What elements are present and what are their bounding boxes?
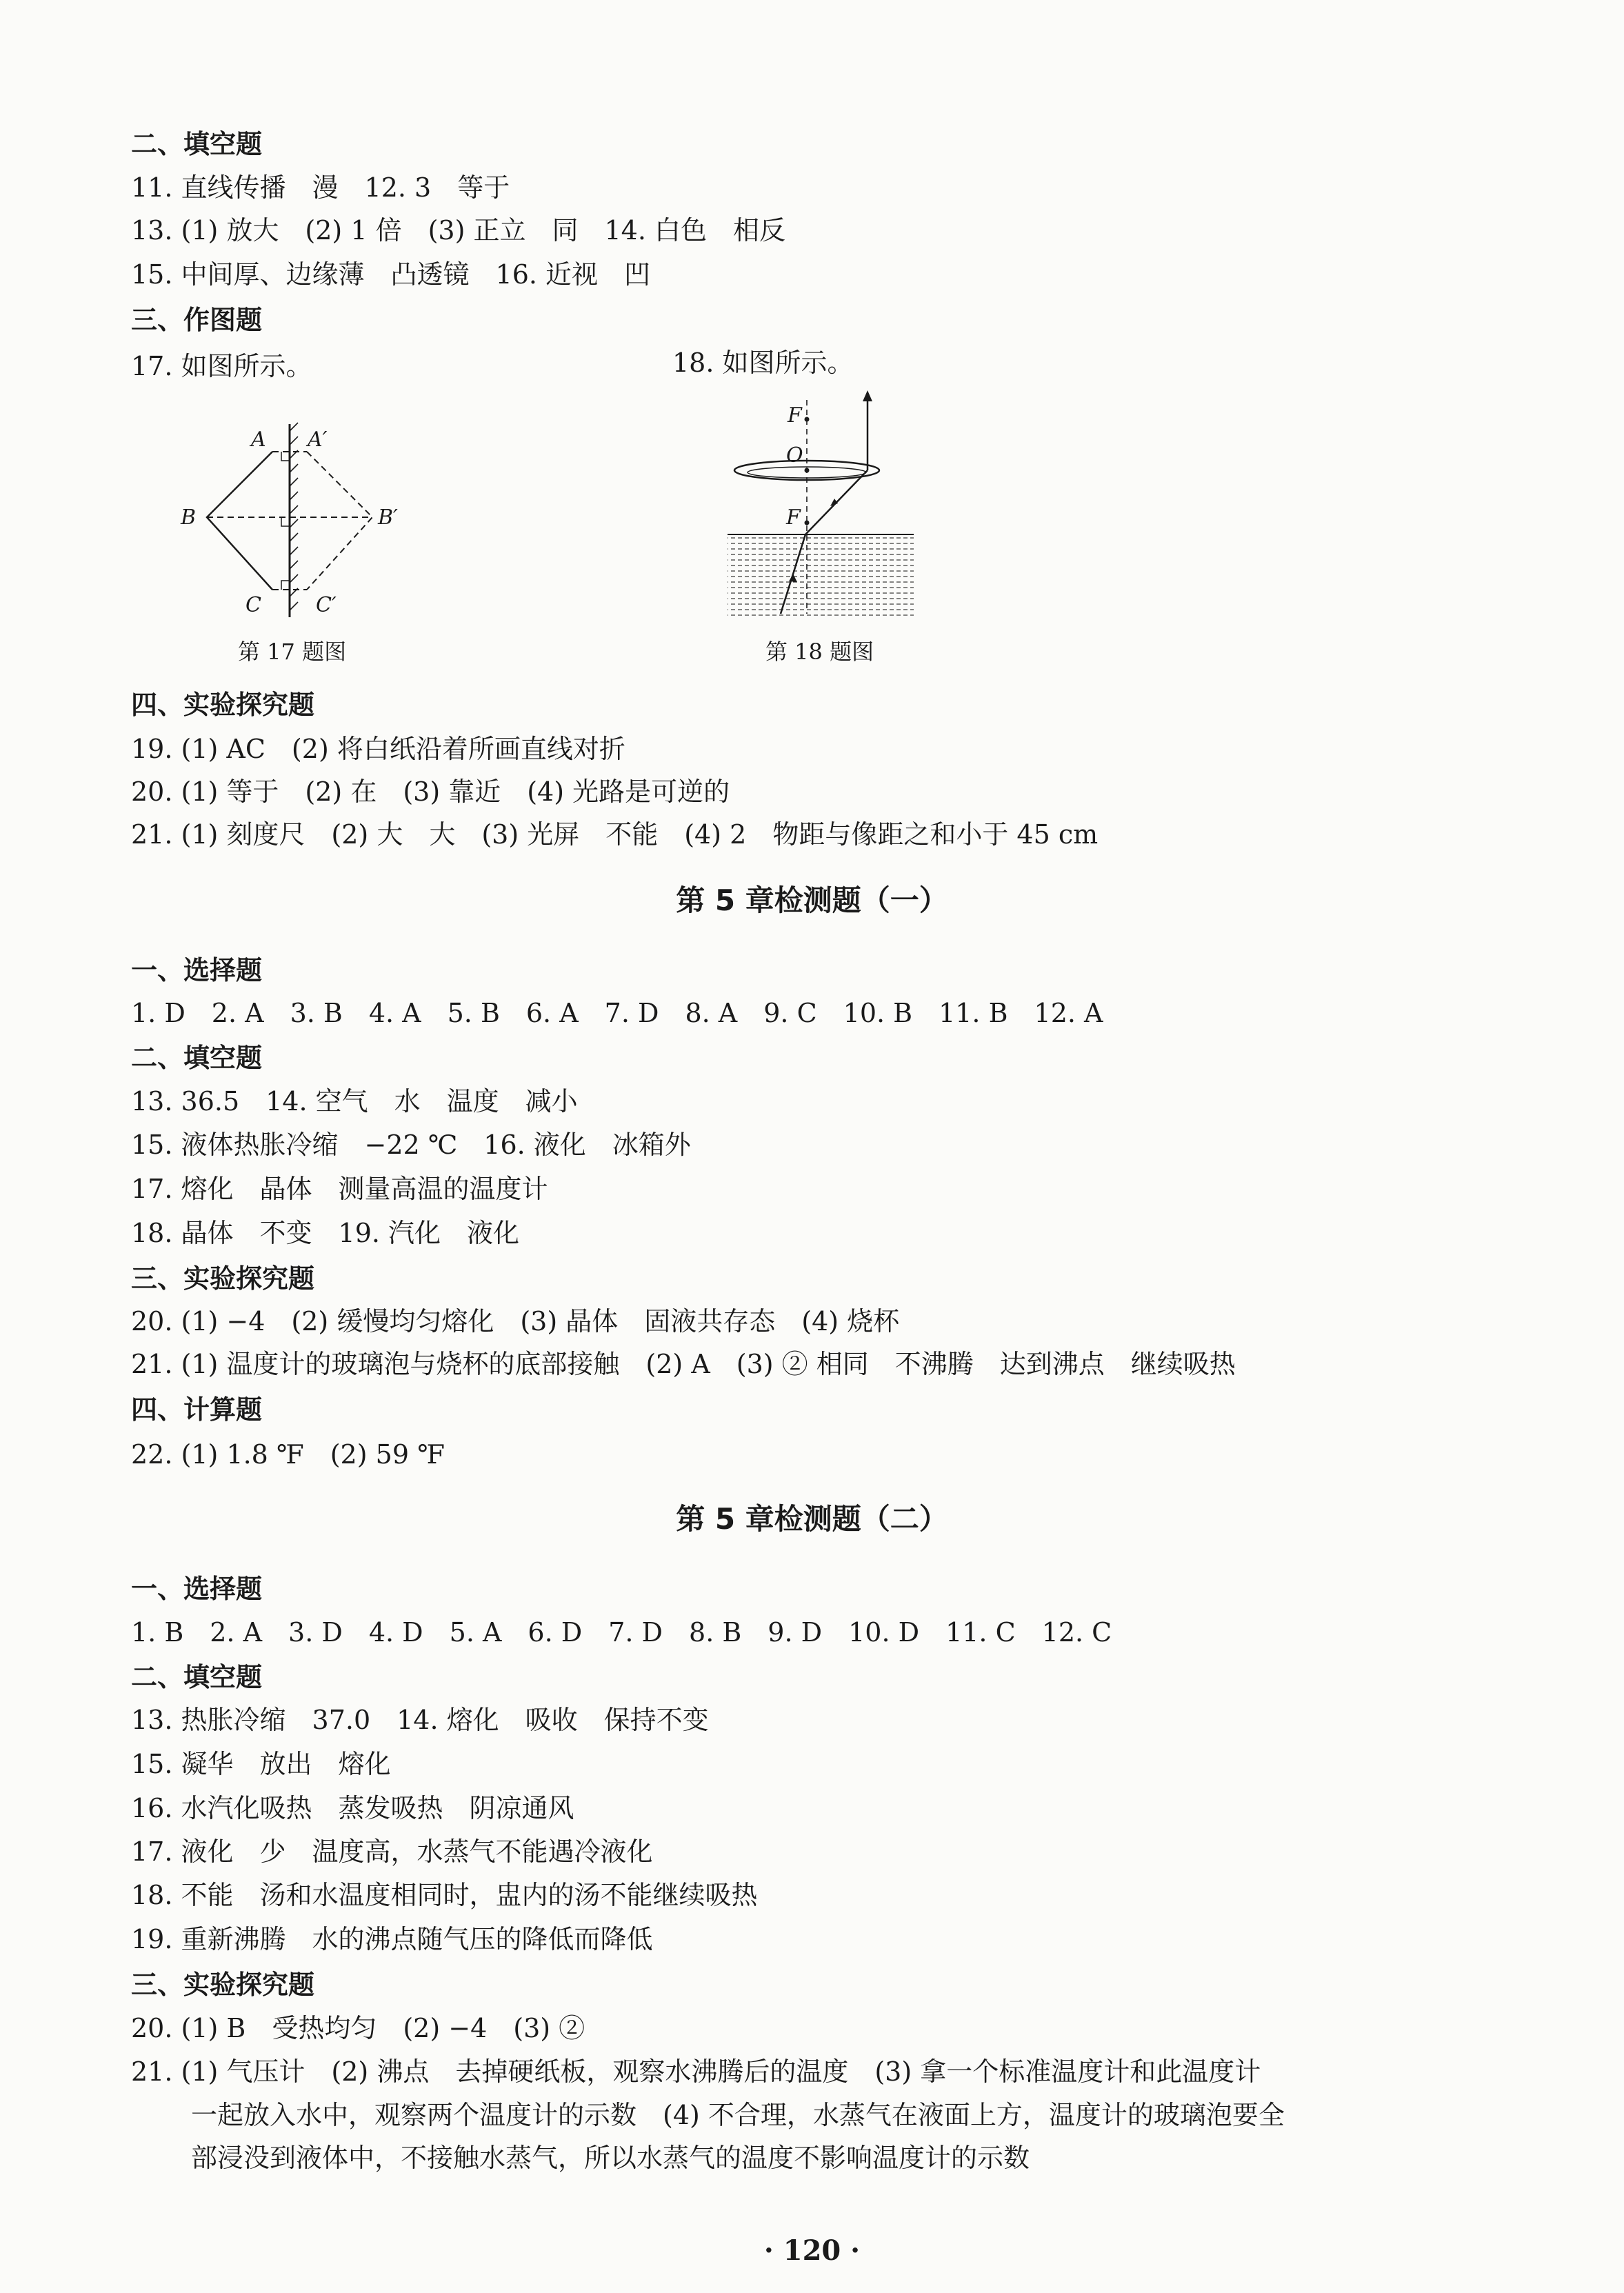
answer-line: 1. D 2. A 3. B 4. A 5. B 6. A 7. D 8. A 9. C 10. B 11. B 12. A bbox=[131, 998, 1103, 1028]
label-A-prime: A′ bbox=[308, 428, 328, 452]
label-C-prime: C′ bbox=[316, 593, 337, 617]
figure-17-diagram bbox=[172, 417, 428, 624]
answer-line: 21. (1) 温度计的玻璃泡与烧杯的底部接触 (2) A (3) ② 相同 不沸腾 达到沸点 继续吸热 bbox=[131, 1349, 1236, 1379]
label-F-top: F bbox=[788, 403, 802, 428]
label-A: A bbox=[251, 428, 266, 452]
answer-line: 部浸没到液体中，不接触水蒸气，所以水蒸气的温度不影响温度计的示数 bbox=[191, 2143, 1030, 2173]
answer-line: 20. (1) B 受热均匀 (2) −4 (3) ② bbox=[131, 2013, 585, 2043]
answer-line: 11. 直线传播 漫 12. 3 等于 bbox=[131, 172, 510, 203]
label-B: B bbox=[181, 505, 197, 530]
figure-18-diagram bbox=[717, 386, 924, 624]
section-heading: 二、填空题 bbox=[131, 1043, 263, 1073]
answer-line: 1. B 2. A 3. D 4. D 5. A 6. D 7. D 8. B 9. D 10. D 11. C 12. C bbox=[131, 1617, 1112, 1648]
section-heading: 二、填空题 bbox=[131, 129, 263, 159]
answer-line: 19. (1) AC (2) 将白纸沿着所画直线对折 bbox=[131, 734, 625, 764]
answer-line: 20. (1) 等于 (2) 在 (3) 靠近 (4) 光路是可逆的 bbox=[131, 777, 730, 807]
label-B-prime: B′ bbox=[378, 505, 398, 530]
answer-line: 15. 中间厚、边缘薄 凸透镜 16. 近视 凹 bbox=[131, 259, 651, 290]
answer-line: 一起放入水中，观察两个温度计的示数 (4) 不合理，水蒸气在液面上方，温度计的玻璃泡要全 bbox=[191, 2100, 1285, 2130]
answer-line: 21. (1) 气压计 (2) 沸点 去掉硬纸板，观察水沸腾后的温度 (3) 拿一个标准温度计和此温度计 bbox=[131, 2056, 1261, 2087]
section-heading: 四、实验探究题 bbox=[131, 690, 315, 720]
answer-line: 21. (1) 刻度尺 (2) 大 大 (3) 光屏 不能 (4) 2 物距与像距之和小于 45 cm bbox=[131, 819, 1099, 850]
page-number: · 120 · bbox=[763, 2234, 861, 2267]
answer-line: 13. 36.5 14. 空气 水 温度 减小 bbox=[131, 1086, 578, 1117]
chapter-test-title: 第 5 章检测题（一） bbox=[676, 883, 948, 917]
answer-line: 19. 重新沸腾 水的沸点随气压的降低而降低 bbox=[131, 1924, 653, 1954]
chapter-test-title: 第 5 章检测题（二） bbox=[676, 1502, 948, 1536]
answer-line: 15. 凝华 放出 熔化 bbox=[131, 1749, 391, 1779]
answer-line: 13. (1) 放大 (2) 1 倍 (3) 正立 同 14. 白色 相反 bbox=[131, 215, 785, 246]
answer-line: 17. 如图所示。 bbox=[131, 351, 312, 381]
section-heading: 四、计算题 bbox=[131, 1394, 263, 1425]
label-O: O bbox=[786, 443, 803, 468]
answer-line: 18. 如图所示。 bbox=[672, 348, 854, 378]
section-heading: 三、实验探究题 bbox=[131, 1263, 315, 1294]
section-heading: 二、填空题 bbox=[131, 1662, 263, 1692]
answer-line: 13. 热胀冷缩 37.0 14. 熔化 吸收 保持不变 bbox=[131, 1705, 709, 1735]
answer-line: 15. 液体热胀冷缩 −22 ℃ 16. 液化 冰箱外 bbox=[131, 1130, 691, 1160]
answer-line: 16. 水汽化吸热 蒸发吸热 阴凉通风 bbox=[131, 1793, 574, 1823]
figure-caption: 第 18 题图 bbox=[765, 639, 874, 665]
section-heading: 三、作图题 bbox=[131, 305, 263, 335]
section-heading: 一、选择题 bbox=[131, 955, 263, 985]
answer-line: 18. 不能 汤和水温度相同时，盅内的汤不能继续吸热 bbox=[131, 1880, 758, 1910]
answer-line: 22. (1) 1.8 ℉ (2) 59 ℉ bbox=[131, 1439, 445, 1470]
section-heading: 三、实验探究题 bbox=[131, 1970, 315, 2000]
label-F-bottom: F bbox=[786, 505, 801, 530]
answer-line: 17. 熔化 晶体 测量高温的温度计 bbox=[131, 1174, 548, 1204]
answer-line: 17. 液化 少 温度高，水蒸气不能遇冷液化 bbox=[131, 1836, 653, 1867]
figure-caption: 第 17 题图 bbox=[238, 639, 347, 665]
answer-line: 18. 晶体 不变 19. 汽化 液化 bbox=[131, 1218, 520, 1248]
section-heading: 一、选择题 bbox=[131, 1574, 263, 1604]
label-C: C bbox=[245, 593, 261, 617]
answer-line: 20. (1) −4 (2) 缓慢均匀熔化 (3) 晶体 固液共存态 (4) 烧杯 bbox=[131, 1306, 900, 1336]
